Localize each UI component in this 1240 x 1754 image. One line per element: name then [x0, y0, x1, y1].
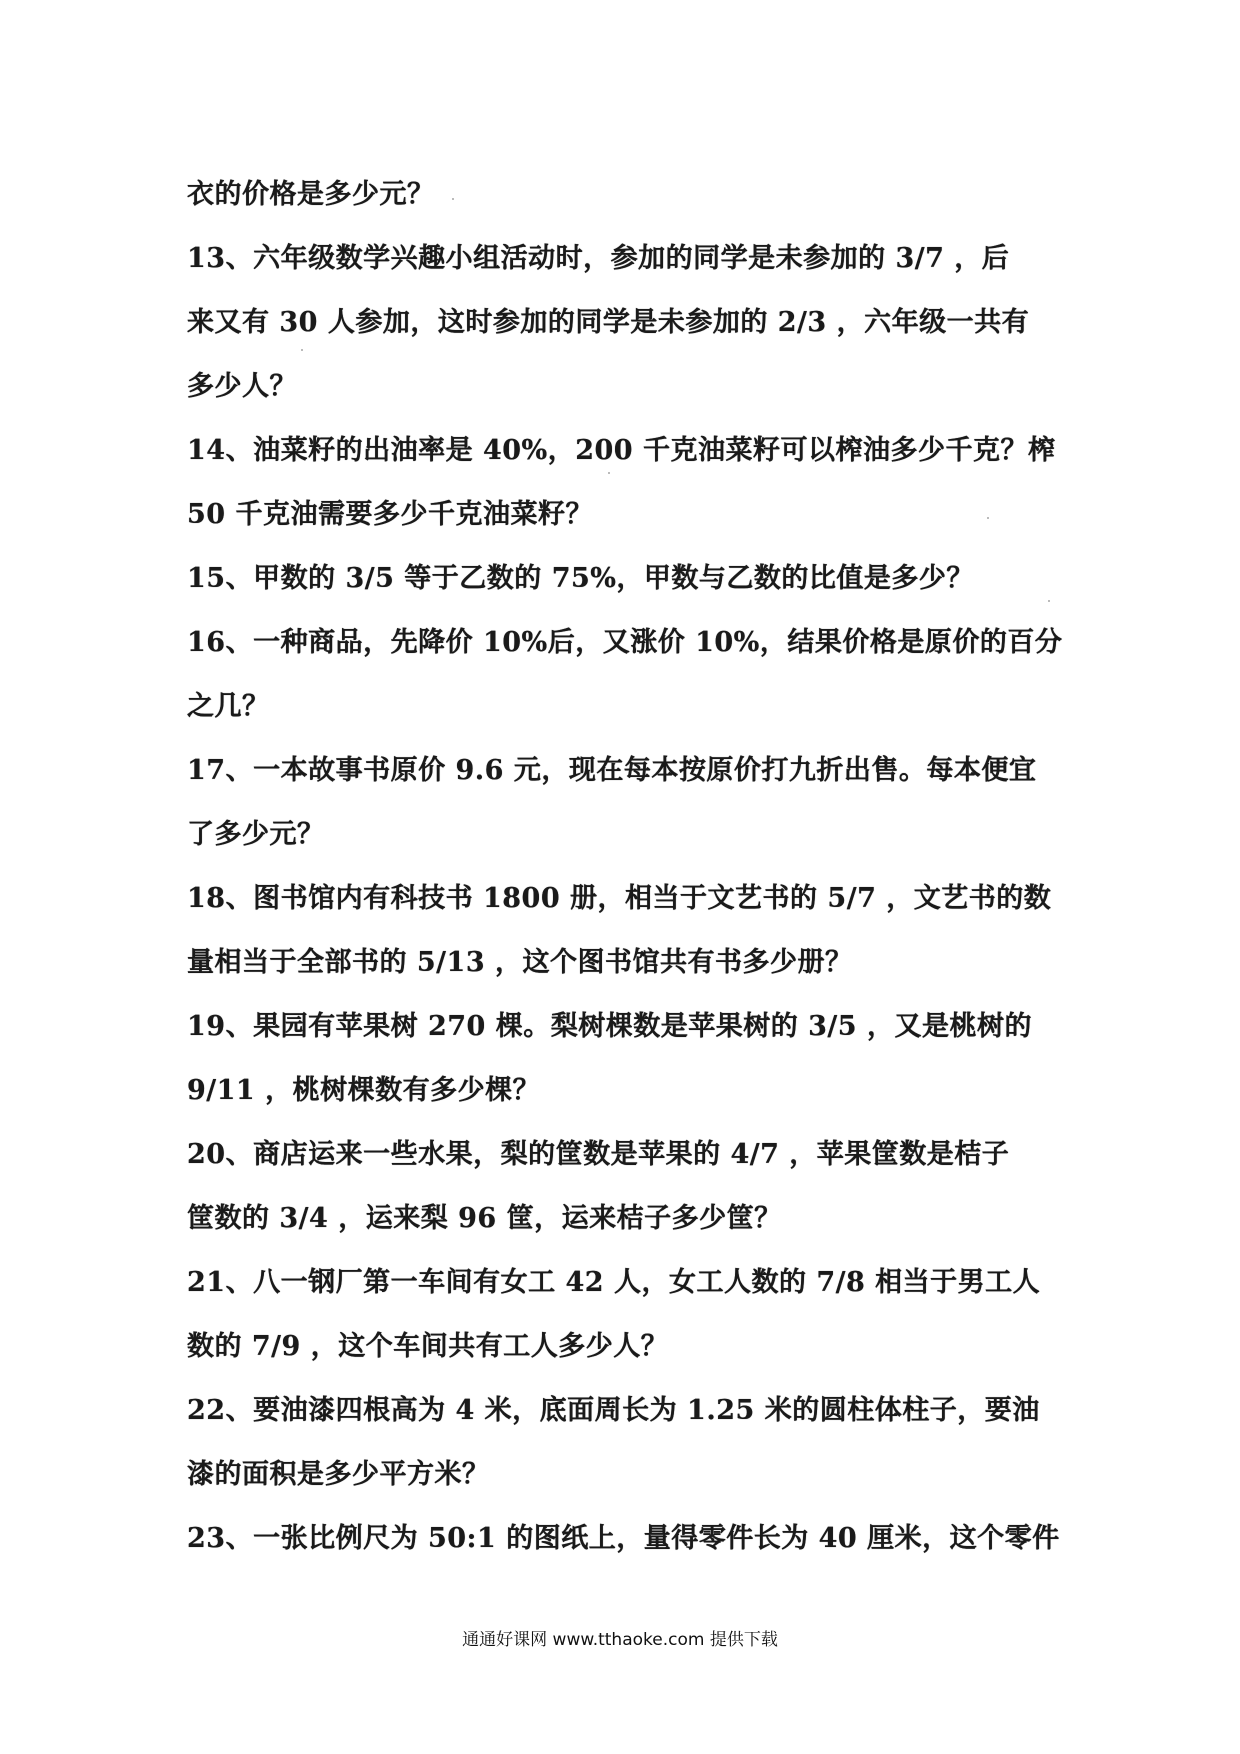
text-line: 23、一张比例尺为 50:1 的图纸上，量得零件长为 40 厘米，这个零件 [187, 1523, 1060, 1554]
text-line: 之几？ [187, 691, 270, 722]
scan-speck [452, 198, 454, 200]
text-line: 9/11 ，桃树棵数有多少棵？ [187, 1075, 541, 1106]
text-line: 衣的价格是多少元？ [187, 179, 435, 210]
scan-speck [301, 349, 303, 351]
problem-text-body [187, 163, 1067, 1571]
text-line: 漆的面积是多少平方米？ [187, 1459, 490, 1490]
text-line: 13、六年级数学兴趣小组活动时，参加的同学是未参加的 3/7 ，后 [187, 243, 1010, 274]
scan-speck [987, 517, 989, 519]
text-line: 来又有 30 人参加，这时参加的同学是未参加的 2/3 ，六年级一共有 [187, 307, 1030, 338]
text-line: 19、果园有苹果树 270 棵。梨树棵数是苹果树的 3/5 ，又是桃树的 [187, 1011, 1032, 1042]
text-line: 21、八一钢厂第一车间有女工 42 人，女工人数的 7/8 相当于男工人 [187, 1267, 1041, 1298]
page-footer: 通通好课网 www.tthaoke.com 提供下载 [462, 1630, 778, 1650]
text-line: 15、甲数的 3/5 等于乙数的 75%，甲数与乙数的比值是多少？ [187, 563, 974, 594]
text-line: 50 千克油需要多少千克油菜籽？ [187, 499, 593, 530]
text-line: 14、油菜籽的出油率是 40%，200 千克油菜籽可以榨油多少千克？榨 [187, 435, 1056, 466]
text-line: 多少人？ [187, 371, 297, 402]
text-line: 了多少元？ [187, 819, 325, 850]
text-line: 16、一种商品，先降价 10%后，又涨价 10%，结果价格是原价的百分 [187, 627, 1063, 658]
text-line: 20、商店运来一些水果，梨的筐数是苹果的 4/7 ，苹果筐数是桔子 [187, 1139, 1010, 1170]
scan-speck [1048, 600, 1050, 602]
scan-speck [608, 472, 610, 474]
text-line: 数的 7/9 ，这个车间共有工人多少人？ [187, 1331, 669, 1362]
text-line: 17、一本故事书原价 9.6 元，现在每本按原价打九折出售。每本便宜 [187, 755, 1037, 786]
text-line: 18、图书馆内有科技书 1800 册，相当于文艺书的 5/7 ，文艺书的数 [187, 883, 1052, 914]
text-line: 22、要油漆四根高为 4 米，底面周长为 1.25 米的圆柱体柱子，要油 [187, 1395, 1040, 1426]
text-line: 量相当于全部书的 5/13 ，这个图书馆共有书多少册？ [187, 947, 853, 978]
text-line: 筐数的 3/4 ，运来梨 96 筐，运来桔子多少筐？ [187, 1203, 782, 1234]
